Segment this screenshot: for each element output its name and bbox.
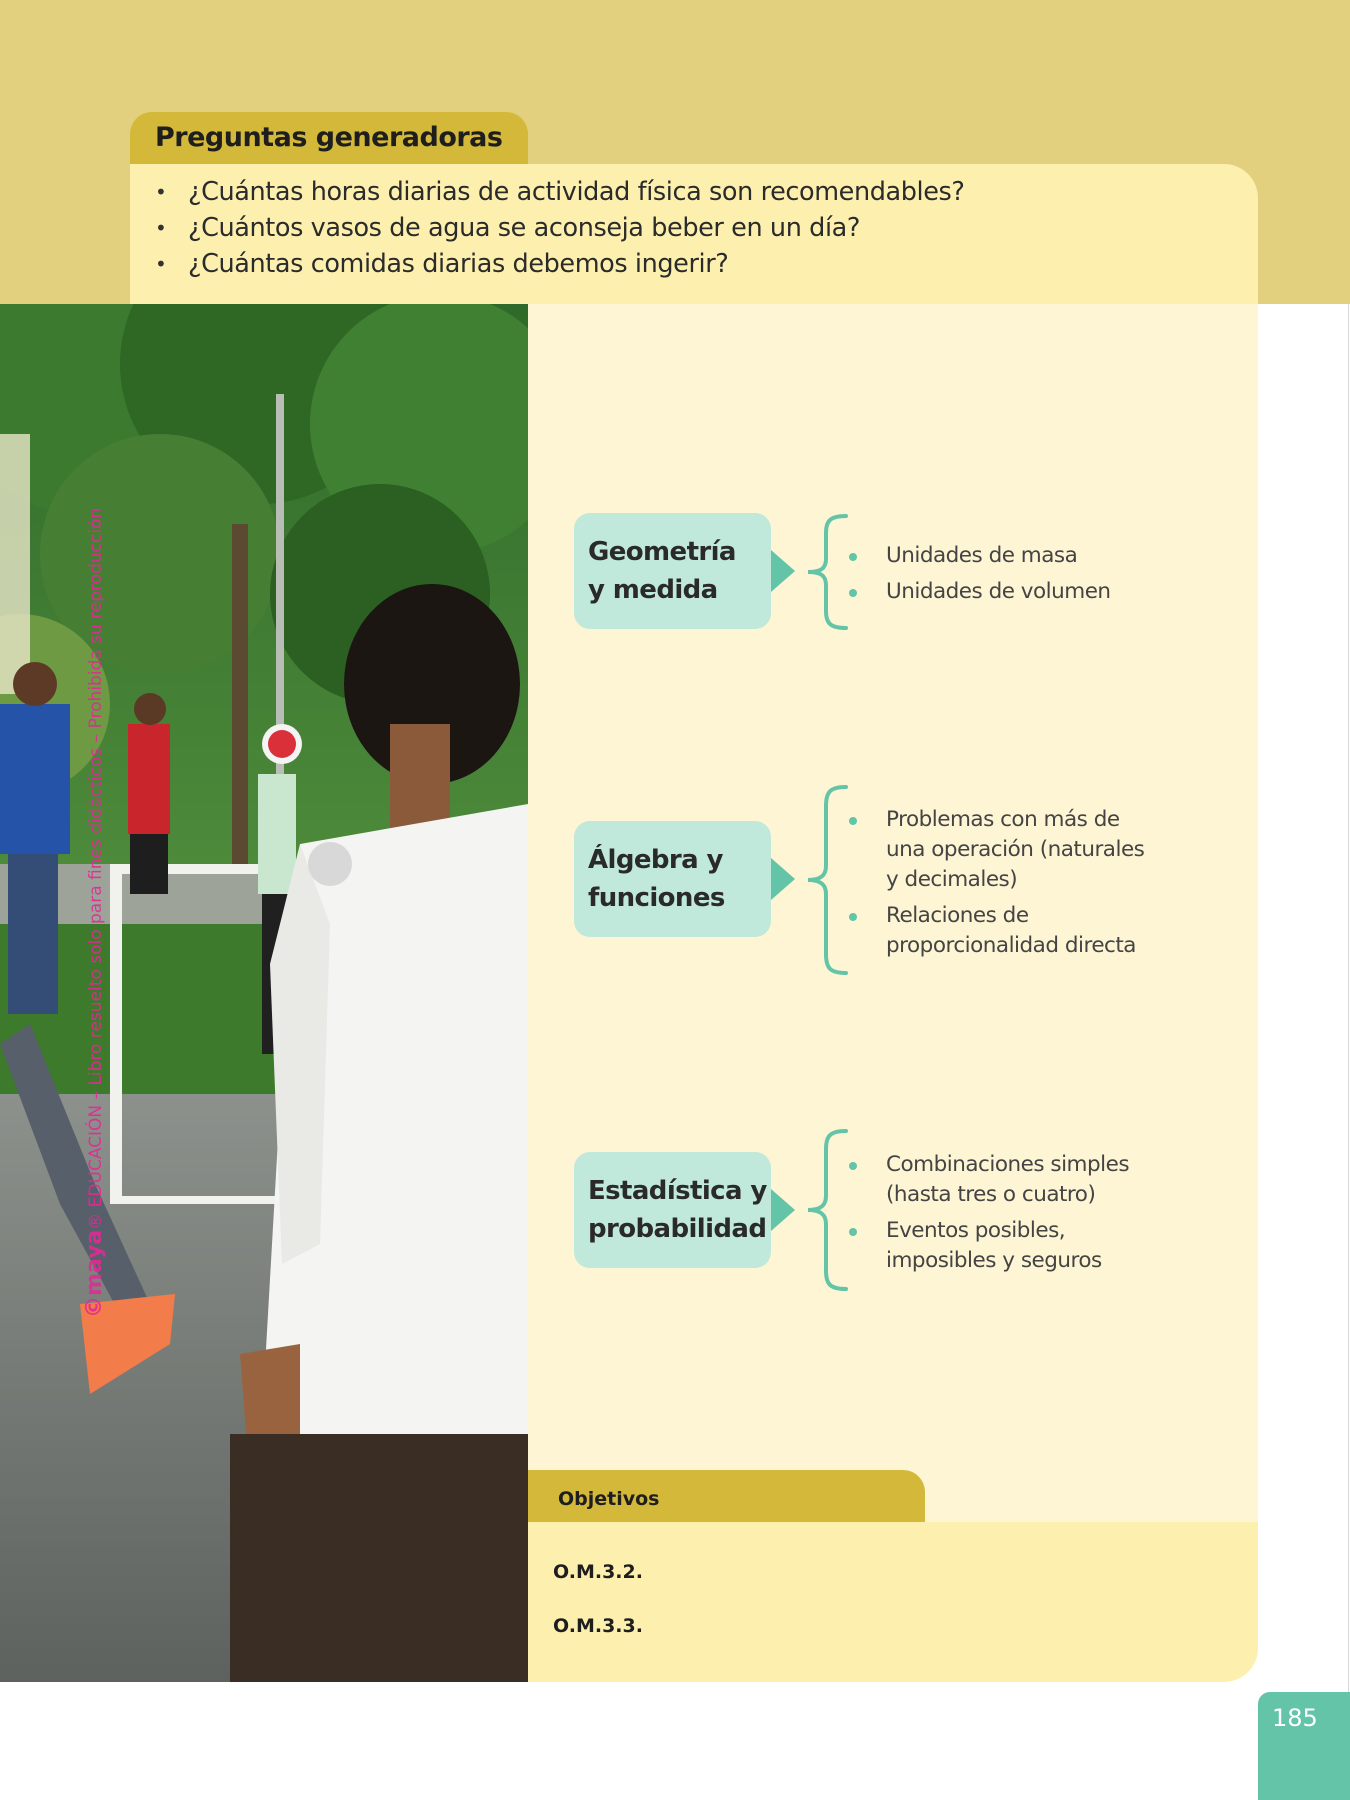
- topic-item: Relaciones de proporcionalidad directa: [846, 901, 1144, 961]
- topic-items-algebra: [846, 805, 1144, 967]
- topic-label: Estadística y probabilidad: [588, 1176, 767, 1244]
- topic-item: Unidades de volumen: [846, 577, 1111, 607]
- topic-box-algebra: [574, 821, 771, 937]
- topic-item: Problemas con más de una operación (naturales y decimales): [846, 805, 1144, 895]
- curly-brace-icon: [800, 513, 850, 631]
- pregunta-item: [155, 246, 965, 282]
- topic-label: Geometría y medida: [588, 537, 736, 605]
- bullet-icon: •: [155, 216, 167, 240]
- objetivos-title: Objetivos: [558, 1488, 660, 1510]
- pregunta-text: ¿Cuántas comidas diarias debemos ingerir?: [188, 249, 729, 279]
- objetivo-code: O.M.3.2.: [553, 1561, 643, 1583]
- page-edge-divider: [1348, 304, 1349, 1692]
- watermark-brand: ©maya: [82, 1229, 107, 1318]
- watermark-text: ® EDUCACIÓN – Libro resuelto solo para fines didácticos – Prohibida su reproducción: [86, 507, 106, 1230]
- topic-label: Álgebra y funciones: [588, 845, 725, 913]
- topic-item: Unidades de masa: [846, 541, 1111, 571]
- copyright-watermark: [82, 458, 107, 1318]
- page-number: 185: [1272, 1704, 1318, 1732]
- pregunta-text: ¿Cuántos vasos de agua se aconseja beber en un día?: [188, 213, 860, 243]
- curly-brace-icon: [800, 1128, 850, 1292]
- bullet-icon: •: [155, 252, 167, 276]
- pregunta-item: [155, 174, 965, 210]
- arrow-right-icon: [771, 1189, 795, 1231]
- objetivos-box: [528, 1522, 1258, 1682]
- topic-box-geometria: [574, 513, 771, 629]
- pregunta-item: [155, 210, 965, 246]
- topic-items-geometria: [846, 541, 1111, 613]
- students-photo: [0, 304, 528, 1682]
- pregunta-text: ¿Cuántas horas diarias de actividad física son recomendables?: [188, 177, 965, 207]
- preguntas-list: [155, 174, 965, 282]
- topic-items-estadistica: [846, 1150, 1129, 1282]
- topic-item: Eventos posibles, imposibles y seguros: [846, 1216, 1129, 1276]
- arrow-right-icon: [771, 858, 795, 900]
- curly-brace-icon: [800, 784, 850, 976]
- bullet-icon: •: [155, 180, 167, 204]
- objetivo-code: O.M.3.3.: [553, 1615, 643, 1637]
- arrow-right-icon: [771, 550, 795, 592]
- preguntas-title: Preguntas generadoras: [155, 122, 503, 153]
- topic-item: Combinaciones simples (hasta tres o cuatro): [846, 1150, 1129, 1210]
- topic-box-estadistica: [574, 1152, 771, 1268]
